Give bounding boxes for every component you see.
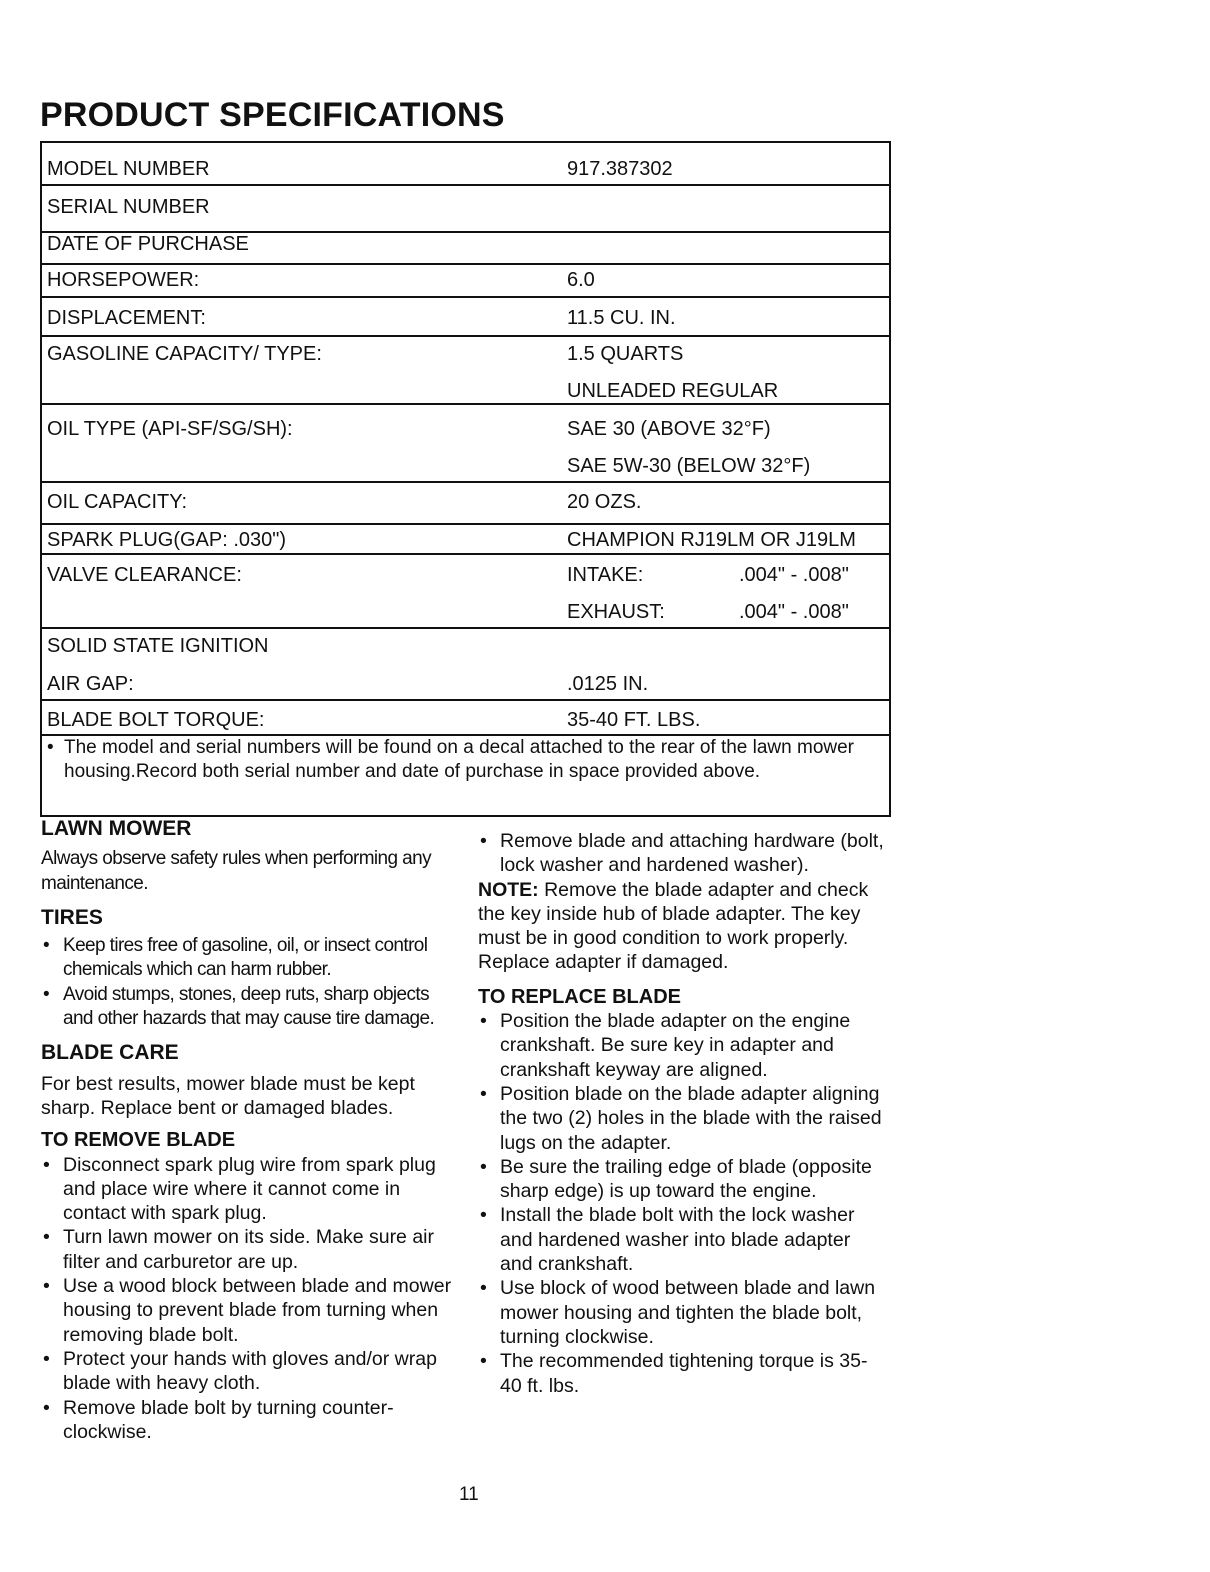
divider	[42, 553, 889, 555]
list-item: • Use block of wood between blade and lawn mower housing and tighten the blade bolt, turning clockwise.	[478, 1276, 888, 1349]
list-item: • Remove blade and attaching hardware (bolt, lock washer and hardened washer).	[478, 829, 888, 878]
spec-label: DISPLACEMENT:	[47, 307, 206, 329]
spec-label: OIL TYPE (API-SF/SG/SH):	[47, 418, 293, 440]
spec-label: SOLID STATE IGNITION	[47, 635, 269, 657]
spec-value: .0125 IN.	[567, 673, 649, 695]
tires-heading: TIRES	[41, 905, 103, 929]
spec-value: 917.387302	[567, 158, 673, 180]
spec-value: SAE 30 (ABOVE 32°F)	[567, 418, 771, 440]
spec-value: UNLEADED REGULAR	[567, 380, 779, 402]
spec-label: AIR GAP:	[47, 673, 134, 695]
spec-label: SPARK PLUG(GAP: .030")	[47, 529, 287, 551]
spec-label: MODEL NUMBER	[47, 158, 210, 180]
lawn-mower-heading: LAWN MOWER	[41, 817, 192, 840]
blade-care-text: For best results, mower blade must be kept sharp. Replace bent or damaged blades.	[41, 1072, 415, 1119]
list-item: • Remove blade bolt by turning counter-clockwise.	[41, 1396, 461, 1445]
spec-note-text: The model and serial numbers will be found on a decal attached to the rear of the lawn mower housing.Record both serial number and date of purchase in space provided above.	[64, 737, 855, 782]
lawn-mower-text: Always observe safety rules when performing any maintenance.	[41, 848, 431, 894]
divider	[42, 335, 889, 337]
list-item: • The recommended tightening torque is 35-40 ft. lbs.	[478, 1349, 888, 1398]
list-item: • Protect your hands with gloves and/or wrap blade with heavy cloth.	[41, 1347, 461, 1396]
divider	[42, 523, 889, 525]
spec-label: SERIAL NUMBER	[47, 196, 210, 218]
divider	[42, 481, 889, 483]
spec-label: DATE OF PURCHASE	[47, 233, 249, 255]
divider	[42, 403, 889, 405]
spec-value: 1.5 QUARTS	[567, 343, 684, 365]
spec-label: OIL CAPACITY:	[47, 491, 188, 513]
divider	[42, 263, 889, 265]
spec-label: VALVE CLEARANCE:	[47, 564, 242, 586]
remove-blade-list	[41, 1153, 461, 1445]
page-title: PRODUCT SPECIFICATIONS	[40, 96, 505, 134]
spec-value: 11.5 CU. IN.	[567, 307, 676, 329]
spec-note	[47, 736, 859, 784]
spec-table	[40, 141, 891, 817]
list-item: • Disconnect spark plug wire from spark plug and place wire where it cannot come in contact with spark plug.	[41, 1153, 461, 1226]
spec-value: 20 OZS.	[567, 491, 642, 513]
left-column	[41, 817, 461, 1444]
spec-label: GASOLINE CAPACITY/ TYPE:	[47, 343, 322, 365]
divider	[42, 627, 889, 629]
list-item: • Install the blade bolt with the lock washer and hardened washer into blade adapter and crankshaft.	[478, 1203, 888, 1276]
divider	[42, 296, 889, 298]
tires-list	[41, 934, 461, 1031]
remove-blade-list-continued	[478, 829, 888, 878]
remove-blade-heading: TO REMOVE BLADE	[41, 1129, 236, 1152]
divider	[42, 699, 889, 701]
list-item: • Be sure the trailing edge of blade (opposite sharp edge) is up toward the engine.	[478, 1155, 888, 1204]
list-item: • Use a wood block between blade and mower housing to prevent blade from turning when removing blade bolt.	[41, 1274, 461, 1347]
spec-value: INTAKE:	[567, 564, 644, 586]
spec-value: .004" - .008"	[739, 564, 849, 586]
page-number: 11	[459, 1484, 479, 1505]
spec-value: 35-40 FT. LBS.	[567, 709, 701, 731]
replace-blade-heading: TO REPLACE BLADE	[478, 985, 681, 1008]
list-item: • Turn lawn mower on its side. Make sure air filter and carburetor are up.	[41, 1225, 461, 1274]
spec-label: HORSEPOWER:	[47, 269, 200, 291]
spec-value: 6.0	[567, 269, 595, 291]
spec-value: EXHAUST:	[567, 601, 665, 623]
spec-value: CHAMPION RJ19LM OR J19LM	[567, 529, 856, 551]
list-item: • Keep tires free of gasoline, oil, or insect control chemicals which can harm rubber.	[41, 934, 461, 983]
replace-blade-list	[478, 1009, 888, 1398]
spec-value: SAE 5W-30 (BELOW 32°F)	[567, 455, 811, 477]
blade-care-heading: BLADE CARE	[41, 1041, 179, 1065]
list-item: • Avoid stumps, stones, deep ruts, sharp objects and other hazards that may cause tire damage.	[41, 983, 461, 1032]
spec-label: BLADE BOLT TORQUE:	[47, 709, 265, 731]
list-item: • Position blade on the blade adapter aligning the two (2) holes in the blade with the raised lugs on the adapter.	[478, 1082, 888, 1155]
note-paragraph	[478, 878, 888, 975]
right-column	[478, 829, 888, 1398]
note-text: Remove the blade adapter and check the key inside hub of blade adapter. The key must be in good condition to work properly. Replace adapter if damaged.	[478, 878, 869, 974]
list-item: • Position the blade adapter on the engine crankshaft. Be sure key in adapter and crankshaft keyway are aligned.	[478, 1009, 888, 1082]
divider	[42, 184, 889, 186]
spec-value: .004" - .008"	[739, 601, 849, 623]
note-label: NOTE:	[478, 878, 539, 901]
bullet: •	[47, 737, 54, 758]
